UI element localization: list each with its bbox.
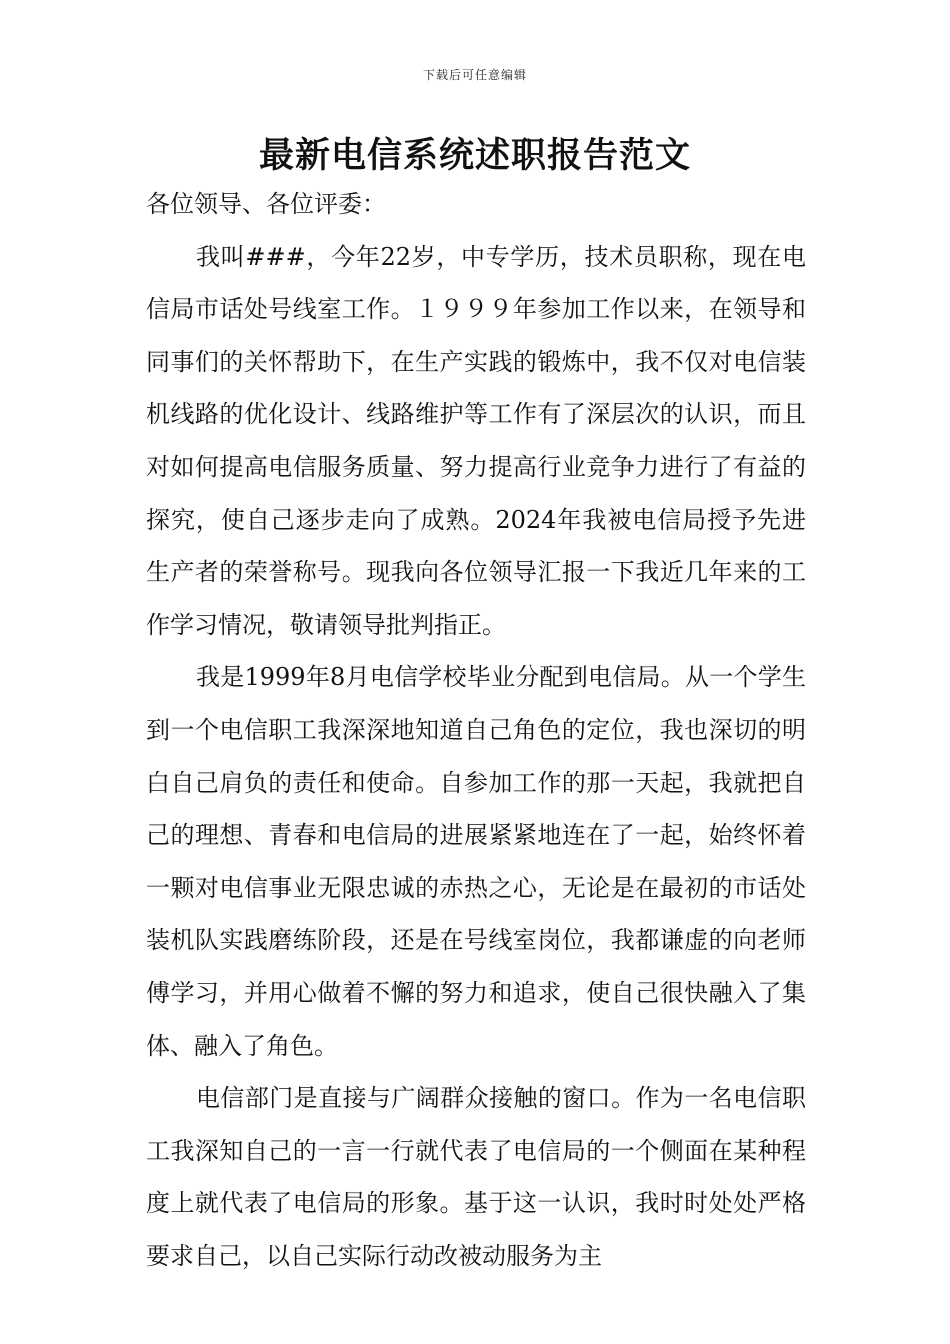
document-body [146,178,806,1282]
paragraph-2: 我是1999年8月电信学校毕业分配到电信局。从一个学生到一个电信职工我深深地知道自己角色的定位，我也深切的明白自己肩负的责任和使命。自参加工作的那一天起，我就把自己的理想、青春和电信局的进展紧紧地连在了一起，始终怀着一颗对电信事业无限忠诚的赤热之心，无论是在最初的市话处装机队实践磨练阶段，还是在号线室岗位，我都谦虚的向老师傅学习，并用心做着不懈的努力和追求，使自己很快融入了集体、融入了角色。 [146,663,806,1060]
paragraph-1: 我叫###，今年22岁，中专学历，技术员职称，现在电信局市话处号线室工作。１９９９年参加工作以来，在领导和同事们的关怀帮助下，在生产实践的锻炼中，我不仅对电信装机线路的优化设计、线路维护等工作有了深层次的认识，而且对如何提高电信服务质量、努力提高行业竞争力进行了有益的探究，使自己逐步走向了成熟。2024年我被电信局授予先进生产者的荣誉称号。现我向各位领导汇报一下我近几年来的工作学习情况，敬请领导批判指正。 [146,242,806,639]
salutation: 各位领导、各位评委： [146,190,386,218]
header-note: 下载后可任意编辑 [422,68,527,82]
document-title: 最新电信系统述职报告范文 [258,136,691,176]
paragraph-3: 电信部门是直接与广阔群众接触的窗口。作为一名电信职工我深知自己的一言一行就代表了电信局的一个侧面在某种程度上就代表了电信局的形象。基于这一认识，我时时处处严格要求自己，以自己实际行动改被动服务为主 [146,1084,806,1270]
